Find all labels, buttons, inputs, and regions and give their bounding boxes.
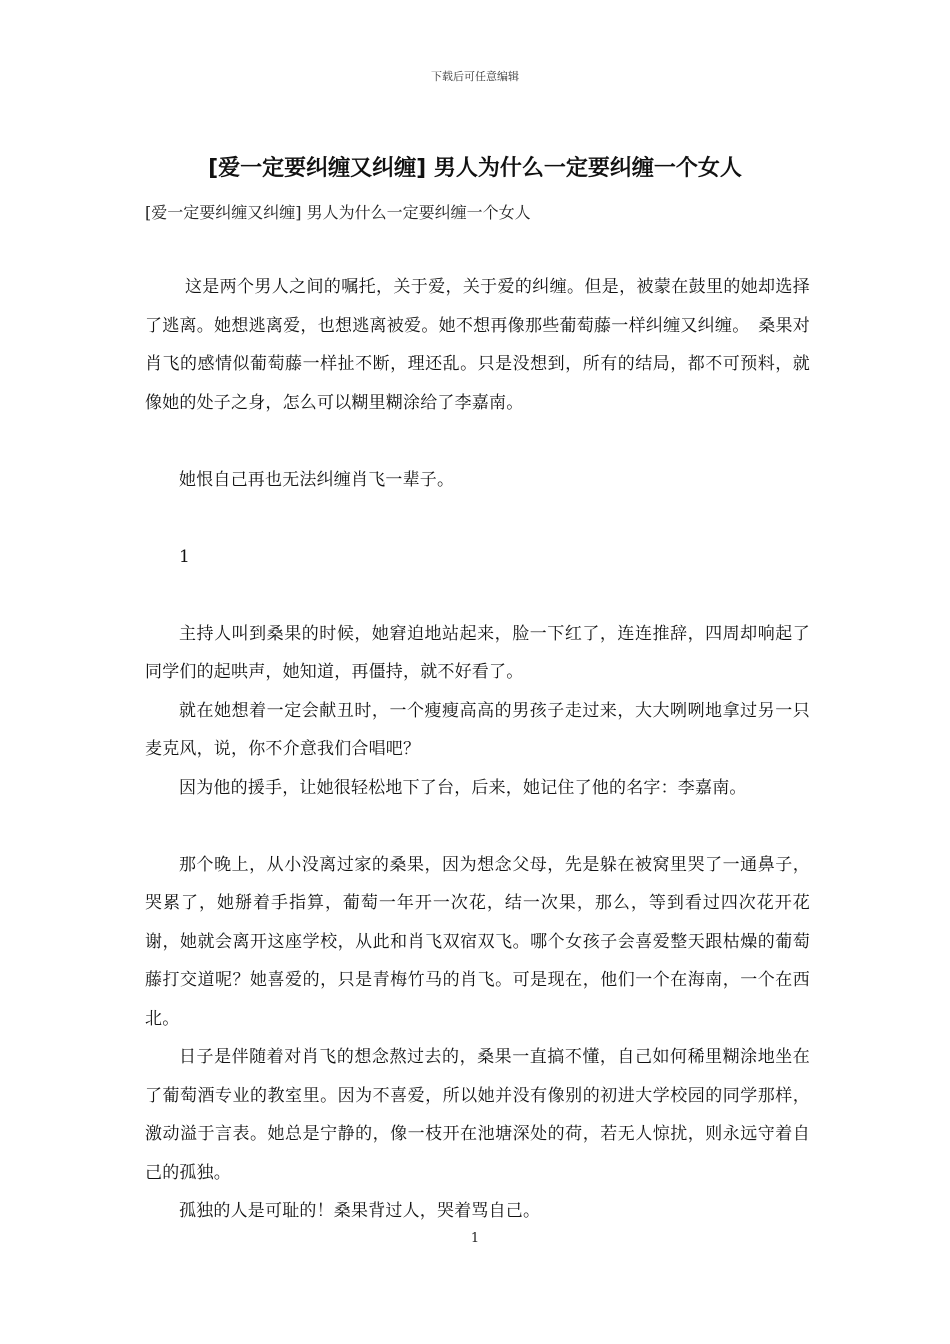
page-number: 1 [470, 1231, 480, 1246]
section-number: 1 [179, 546, 191, 567]
paragraph: 就在她想着一定会献丑时，一个瘦瘦高高的男孩子走过来，大大咧咧地拿过另一只麦克风，说，你不介意我们合唱吧？ [145, 700, 810, 759]
blank-line [145, 807, 810, 846]
document-subtitle: [爱一定要纠缠又纠缠] 男人为什么一定要纠缠一个女人 [145, 203, 531, 222]
document-title: [爱一定要纠缠又纠缠] 男人为什么一定要纠缠一个女人 [208, 156, 742, 181]
paragraph: 日子是伴随着对肖飞的想念熬过去的，桑果一直搞不懂，自己如何稀里糊涂地坐在了葡萄酒专业的教室里。因为不喜爱，所以她并没有像别的初进大学校园的同学那样，激动溢于言表。她总是宁静的，像一枝开在池塘深处的荷，若无人惊扰，则永远守着自己的孤独。 [145, 1047, 810, 1183]
paragraph: 她恨自己再也无法纠缠肖飞一辈子。 [179, 469, 455, 490]
paragraph: 因为他的援手，让她很轻松地下了台，后来，她记住了他的名字：李嘉南。 [179, 777, 747, 798]
paragraph-intro: 这是两个男人之间的嘱托，关于爱，关于爱的纠缠。但是，被蒙在鼓里的她却选择了逃离。她想逃离爱，也想逃离被爱。她不想再像那些葡萄藤一样纠缠又纠缠。 桑果对肖飞的感情似葡萄藤一样扯不断，理还乱。只是没想到，所有的结局，都不可预料，就像她的处子之身，怎么可以糊里糊涂给了李嘉南。 [145, 277, 810, 413]
blank-line [145, 576, 810, 615]
paragraph: 主持人叫到桑果的时候，她窘迫地站起来，脸一下红了，连连推辞，四周却响起了同学们的起哄声，她知道，再僵持，就不好看了。 [145, 623, 810, 682]
paragraph: 那个晚上，从小没离过家的桑果，因为想念父母，先是躲在被窝里哭了一通鼻子，哭累了，她掰着手指算，葡萄一年开一次花，结一次果，那么，等到看过四次花开花谢，她就会离开这座学校，从此和肖飞双宿双飞。哪个女孩子会喜爱整天跟枯燥的葡萄藤打交道呢？她喜爱的，只是青梅竹马的肖飞。可是现在，他们一个在海南，一个在西北。 [145, 854, 810, 1029]
paragraph: 孤独的人是可耻的！桑果背过人，哭着骂自己。 [179, 1201, 541, 1221]
header-note: 下载后可任意编辑 [431, 70, 519, 83]
blank-line [145, 422, 810, 461]
blank-line [145, 499, 810, 538]
document-body [145, 268, 810, 1231]
